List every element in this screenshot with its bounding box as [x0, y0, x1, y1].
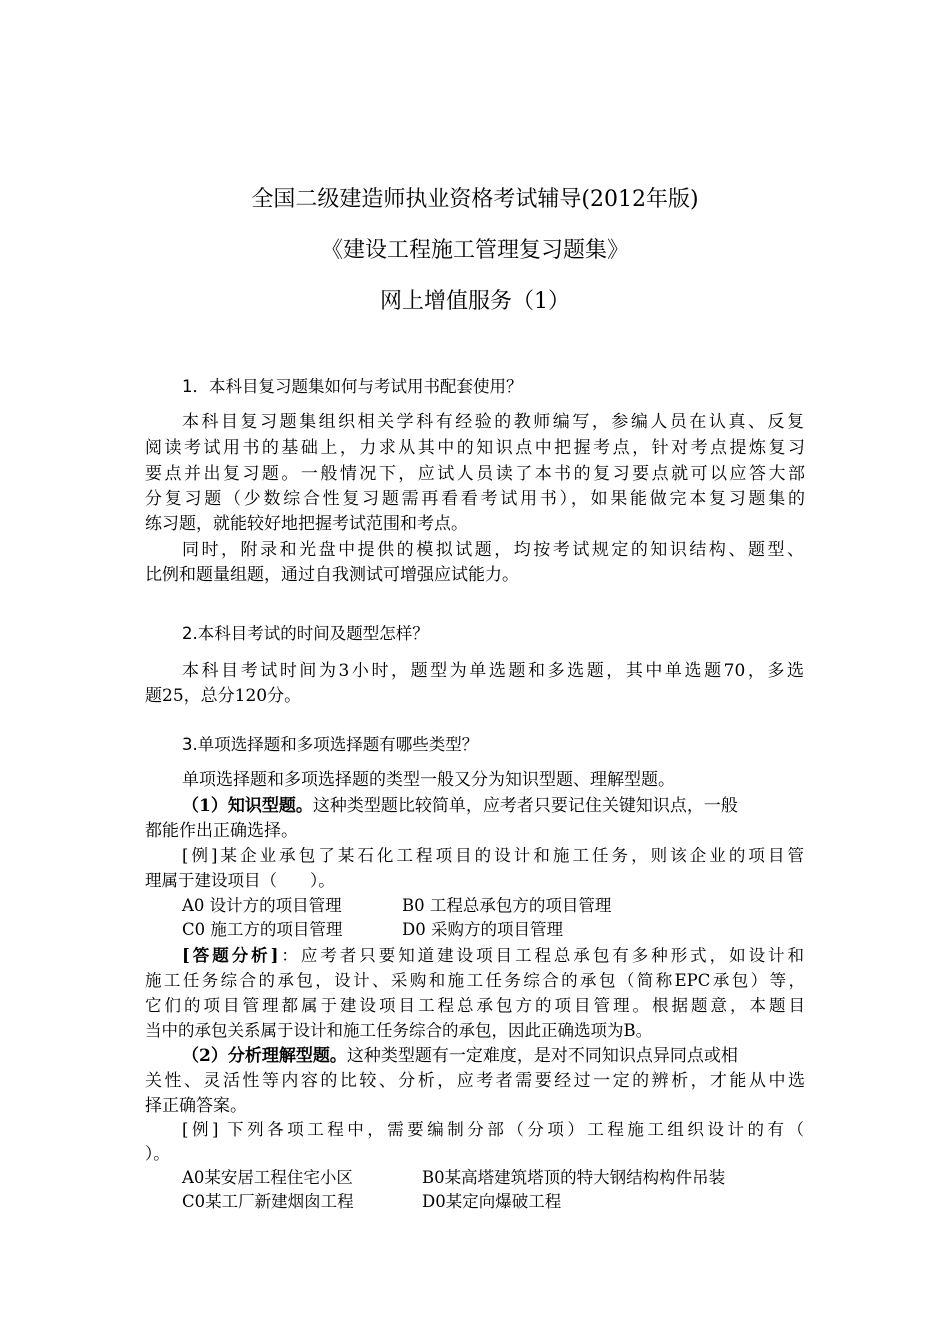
example2-question-line: ）。 — [145, 1144, 170, 1163]
example1-option-d: D0 采购方的项目管理 — [402, 920, 563, 939]
doc-title-line3: 网上增值服务（1） — [380, 289, 570, 314]
section2-p1-line: 题25，总分120分。 — [145, 686, 302, 706]
section1-p2-line: 同时，附录和光盘中提供的模拟试题，均按考试规定的知识结构、题型、 — [182, 540, 804, 560]
type1-line: 都能作出正确选择。 — [145, 821, 298, 841]
type2-label: （2）分析理解型题。 — [182, 1046, 347, 1066]
section1-p1-line: 本科目复习题集组织相关学科有经验的教师编写，参编人员在认真、反复 — [182, 412, 804, 432]
type2-text: 这种类型题有一定难度，是对不同知识点异同点或相 — [346, 1046, 738, 1066]
section1-p1-line: 分复习题（少数综合性复习题需再看看考试用书），如果能做完本复习题集的 — [145, 489, 805, 509]
example1-question-line: [例]某企业承包了某石化工程项目的设计和施工任务，则该企业的项目管 — [182, 846, 804, 865]
example2-option-c: C0某工厂新建烟囱工程 — [182, 1192, 354, 1211]
type1-text: 这种类型题比较简单，应考者只要记住关键知识点，一般 — [312, 796, 738, 816]
doc-title-line1: 全国二级建造师执业资格考试辅导(2012年版) — [251, 187, 699, 212]
section1-p1-line: 阅读考试用书的基础上，力求从其中的知识点中把握考点，针对考点提炼复习 — [145, 438, 805, 458]
analysis-line: 施工任务综合的承包，设计、采购和施工任务综合的承包（简称EPC承包）等， — [145, 971, 805, 990]
doc-title-line2: 《建设工程施工管理复习题集》 — [320, 238, 629, 263]
analysis-line: 它们的项目管理都属于建设项目工程总承包方的项目管理。根据题意，本题目 — [145, 996, 805, 1015]
type2-line: 关性、灵活性等内容的比较、分析，应考者需要经过一定的辨析，才能从中选 — [145, 1071, 805, 1091]
type1-line — [182, 794, 738, 818]
example1-option-c: C0 施工方的项目管理 — [182, 920, 343, 939]
type2-line — [182, 1044, 738, 1068]
section1-heading: 1．本科目复习题集如何与考试用书配套使用？ — [182, 377, 523, 396]
example1-question-line: 理属于建设项目（ ）。 — [145, 871, 335, 890]
example2-option-a: A0某安居工程住宅小区 — [182, 1168, 353, 1187]
example2-option-b: B0某高塔建筑塔顶的特大钢结构构件吊装 — [422, 1168, 726, 1187]
section1-p1-line: 要点并出复习题。一般情况下，应试人员读了本书的复习要点就可以应答大部 — [145, 464, 805, 484]
section1-p1-line: 练习题，就能较好地把握考试范围和考点。 — [145, 514, 468, 534]
analysis-line: [答题分析]：应考者只要知道建设项目工程总承包有多种形式，如设计和 — [182, 946, 805, 965]
example1-option-b: B0 工程总承包方的项目管理 — [402, 896, 612, 915]
section3-intro: 单项选择题和多项选择题的类型一般又分为知识型题、理解型题。 — [182, 770, 675, 790]
example1-option-a: A0 设计方的项目管理 — [182, 896, 342, 915]
example2-question-line: [例] 下列各项工程中，需要编制分部（分项）工程施工组织设计的有（ — [182, 1120, 804, 1139]
type1-label: （1）知识型题。 — [182, 796, 313, 816]
analysis-line: 当中的承包关系属于设计和施工任务综合的承包，因此正确选项为B。 — [145, 1021, 653, 1040]
type2-line: 择正确答案。 — [145, 1096, 247, 1116]
section2-heading: 2.本科目考试的时间及题型怎样？ — [182, 624, 429, 643]
section2-p1-line: 本科目考试时间为3小时，题型为单选题和多选题，其中单选题70，多选 — [182, 661, 804, 681]
section1-p2-line: 比例和题量组题，通过自我测试可增强应试能力。 — [145, 565, 519, 585]
analysis-label: [答题分析] — [182, 946, 279, 965]
section3-heading: 3.单项选择题和多项选择题有哪些类型？ — [182, 735, 479, 754]
example2-option-d: D0某定向爆破工程 — [422, 1192, 562, 1211]
